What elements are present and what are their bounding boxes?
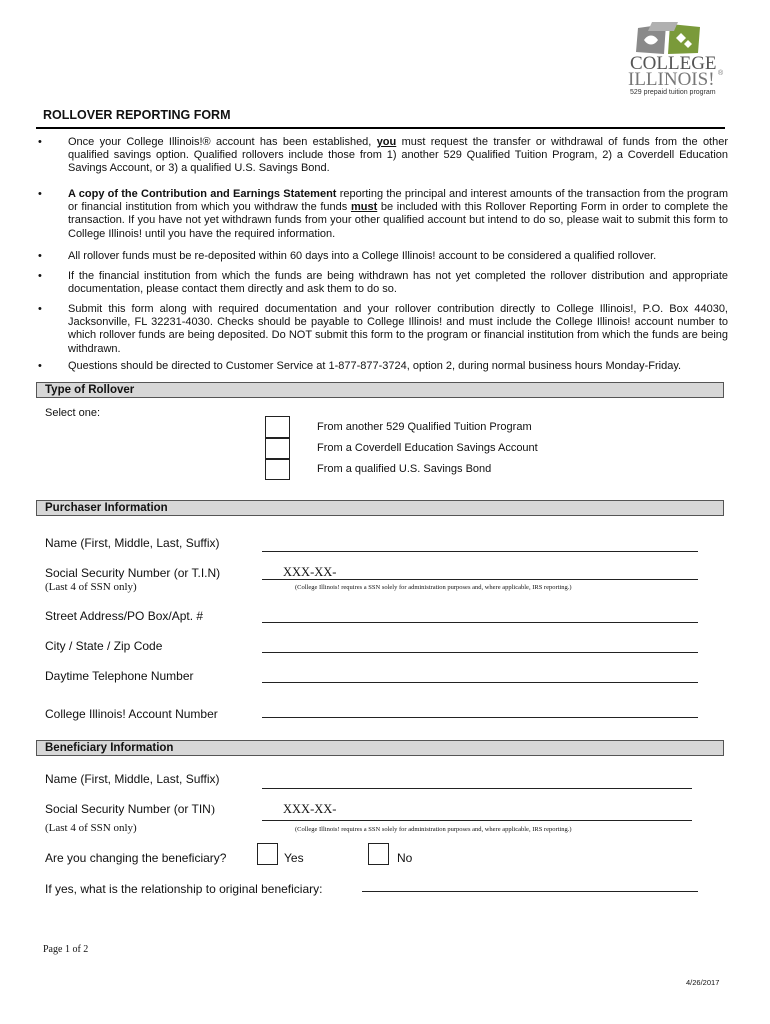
title-rule (36, 127, 725, 129)
form-title: ROLLOVER REPORTING FORM (43, 108, 231, 122)
yes-label: Yes (284, 851, 304, 865)
beneficiary-ssn-field[interactable] (262, 820, 692, 821)
emphasis-must: must (350, 201, 378, 214)
purchaser-street-label: Street Address/PO Box/Apt. # (45, 609, 204, 623)
checkbox-coverdell[interactable] (265, 438, 290, 459)
checkbox-savings-bond[interactable] (265, 459, 290, 480)
option-label-coverdell: From a Coverdell Education Savings Account (317, 442, 538, 454)
purchaser-ssn-note: (College Illinois! requires a SSN solely for administration purposes and, where applicable, IRS reporting.) (295, 584, 572, 591)
section-header-purchaser: Purchaser Information (45, 502, 168, 514)
checkbox-change-yes[interactable] (257, 843, 278, 865)
purchaser-city-label: City / State / Zip Code (45, 639, 163, 653)
beneficiary-ssn-note: (College Illinois! requires a SSN solely for administration purposes and, where applicable, IRS reporting.) (295, 826, 572, 833)
beneficiary-ssn-sublabel: (Last 4 of SSN only) (45, 822, 137, 834)
instruction-item: • Once your College Illinois!® account has been established, you must request the transfer or withdrawal of funds from the other qualified savings option. Qualified rollovers include those from 1) another 529 Qualified Tuition Program, 2) a Coverdell Education Savings Account, or 3) a qualified U.S. Savings Bond. (38, 136, 728, 188)
beneficiary-ssn-prefix: XXX-XX- (283, 802, 337, 816)
no-label: No (397, 851, 413, 865)
beneficiary-name-label: Name (First, Middle, Last, Suffix) (45, 772, 220, 786)
purchaser-ssn-prefix: XXX-XX- (283, 565, 337, 579)
option-label-529: From another 529 Qualified Tuition Program (317, 421, 532, 433)
change-beneficiary-label: Are you changing the beneficiary? (45, 851, 227, 865)
form-date: 4/26/2017 (686, 978, 720, 987)
option-label-savings-bond: From a qualified U.S. Savings Bond (317, 463, 492, 475)
select-one-label: Select one: (45, 407, 101, 419)
purchaser-street-field[interactable] (262, 622, 698, 623)
purchaser-ssn-sublabel: (Last 4 of SSN only) (45, 581, 137, 593)
relationship-field[interactable] (362, 891, 698, 892)
instructions-list (38, 136, 728, 374)
college-illinois-logo (626, 22, 732, 100)
purchaser-account-label: College Illinois! Account Number (45, 707, 218, 721)
instruction-item: • A copy of the Contribution and Earnings Statement reporting the principal and interest amounts of the transaction from the program or financial institution from which you withdraw the funds must be included with this Rollover Reporting Form in order to complete the transaction. If you have not yet withdrawn funds from your other qualified account but intend to do so, please wait to submit this form to College Illinois! until you have the required information. (38, 188, 728, 250)
instruction-item: • If the financial institution from which the funds are being withdrawn has not yet completed the rollover distribution and appropriate documentation, please contact them directly and ask them to do so. (38, 270, 728, 303)
instruction-item: • Submit this form along with required documentation and your rollover contribution directly to College Illinois!, P.O. Box 44030, Jacksonville, FL 32231-4030. Checks should be payable to College Illinois! and must include the College Illinois! account number to which rollover funds are being deposited. Do NOT submit this form to the program or financial institution from which the funds are being withdrawn. (38, 303, 728, 360)
page-number: Page 1 of 2 (43, 944, 89, 955)
logo-trademark: ® (718, 70, 724, 77)
logo-brand-line2: ILLINOIS! (628, 69, 715, 90)
emphasis-you: you (376, 136, 397, 148)
instruction-item: • Questions should be directed to Customer Service at 1-877-877-3724, option 2, during normal business hours Monday-Friday. (38, 360, 728, 374)
section-header-beneficiary: Beneficiary Information (45, 742, 174, 754)
section-beneficiary-information (36, 740, 724, 756)
purchaser-name-label: Name (First, Middle, Last, Suffix) (45, 536, 220, 550)
purchaser-city-field[interactable] (262, 652, 698, 653)
logo-brand-line1: COLLEGE (630, 53, 717, 74)
section-purchaser-information (36, 500, 724, 516)
beneficiary-ssn-label: Social Security Number (or TIN) (45, 802, 215, 816)
beneficiary-name-field[interactable] (262, 788, 692, 789)
logo-graduation-icon (634, 22, 704, 56)
purchaser-name-field[interactable] (262, 551, 698, 552)
instruction-item: • All rollover funds must be re-deposited within 60 days into a College Illinois! account to be considered a qualified rollover. (38, 250, 728, 270)
purchaser-ssn-field[interactable] (262, 579, 698, 580)
logo-tagline: 529 prepaid tuition program (630, 89, 716, 96)
purchaser-phone-field[interactable] (262, 682, 698, 683)
checkbox-change-no[interactable] (368, 843, 389, 865)
purchaser-ssn-label: Social Security Number (or T.I.N) (45, 566, 221, 580)
section-header-type-of-rollover: Type of Rollover (45, 384, 135, 396)
emphasis-statement: A copy of the Contribution and Earnings Statement (68, 188, 337, 200)
purchaser-account-field[interactable] (262, 717, 698, 718)
purchaser-phone-label: Daytime Telephone Number (45, 669, 194, 683)
section-type-of-rollover (36, 382, 724, 398)
checkbox-529-program[interactable] (265, 416, 290, 438)
relationship-label: If yes, what is the relationship to original beneficiary: (45, 882, 323, 896)
